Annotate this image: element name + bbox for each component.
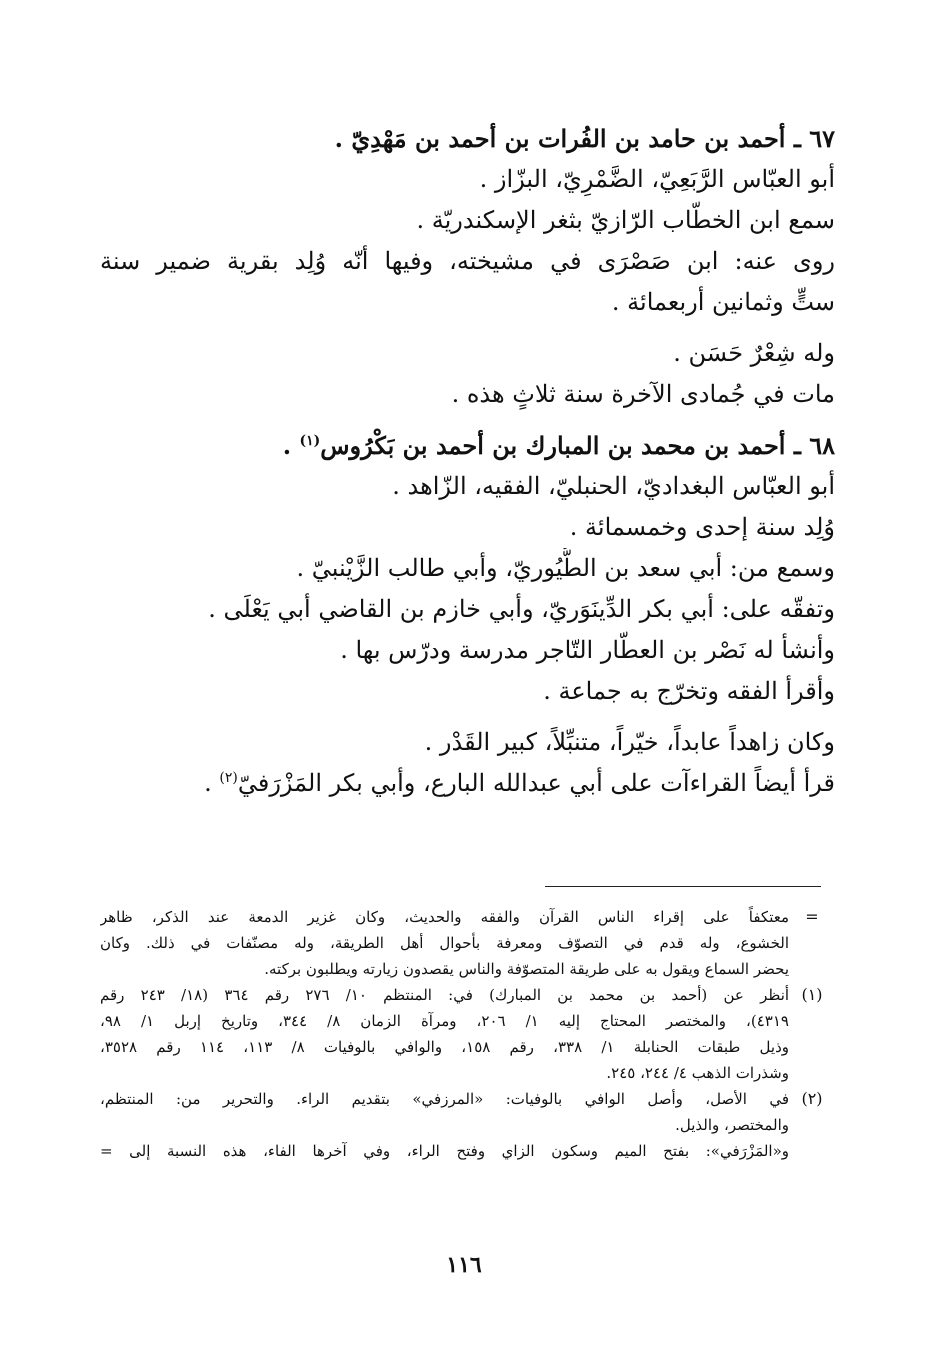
entry-68-line-4: وتفقّه على: أبي بكر الدِّينَوَريّ، وأبي خازم بن القاضي أبي يَعْلَى . xyxy=(208,595,835,623)
footnote-line: الخشوع، وله قدم في التصوّف ومعرفة بأحوال أهل الطريقة، وله مصنّفات في ذلك. وكان xyxy=(100,934,789,952)
paragraph-gap xyxy=(100,415,835,425)
footnote-continued xyxy=(100,904,835,982)
footnote-line: وشذرات الذهب ٤/ ٢٤٤، ٢٤٥. xyxy=(606,1064,789,1082)
footnote-line: والمختصر، والذيل. xyxy=(675,1116,789,1134)
footnote-marker: (١) xyxy=(801,985,823,1004)
paragraph-gap xyxy=(100,323,835,333)
entry-68-line-8-end: . xyxy=(204,769,220,797)
entry-68-line-1: أبو العبّاس البغداديّ، الحنبليّ، الفقيه، الزّاهد . xyxy=(392,472,835,500)
entry-67-line-3: روى عنه: ابن صَصْرَى في مشيخته، وفيها أنّه وُلِد بقرية ضمير سنة xyxy=(100,247,835,275)
footnote-divider xyxy=(545,886,821,887)
entry-68-line-2: وُلِد سنة إحدى وخمسمائة . xyxy=(569,513,835,541)
footnote-ref-2: (٢) xyxy=(219,770,238,786)
footnote-marker: (٢) xyxy=(801,1089,823,1108)
entry-67-line-1: أبو العبّاس الرَّبَعِيّ، الضَّمْرِيّ، البزّاز . xyxy=(479,165,835,193)
footnote-line: و«المَزْرَفي»: بفتح الميم وسكون الزاي وفتح الراء، وفي آخرها الفاء، هذه النسبة إلى = xyxy=(100,1142,789,1160)
entry-68-line-8 xyxy=(100,763,835,804)
paragraph-gap xyxy=(100,712,835,722)
footnotes xyxy=(100,904,835,1164)
entry-67-line-5: وله شِعْرٌ حَسَن . xyxy=(673,339,835,367)
footnote-marker: = xyxy=(805,907,819,926)
entry-68-line-5: وأنشأ له نَصْر بن العطّار التّاجر مدرسة ودرّس بها . xyxy=(340,636,835,664)
footnote-1 xyxy=(100,982,835,1086)
entry-68-line-8-text: قرأ أيضاً القراءآت على أبي عبدالله البارع، وأبي بكر المَزْرَفيّ xyxy=(237,769,835,797)
footnote-line: معتكفاً على إقراء الناس القرآن والفقه والحديث، وكان غزير الدمعة عند الذكر، ظاهر xyxy=(100,908,789,926)
entry-67-line-6: مات في جُمادى الآخرة سنة ثلاثٍ هذه . xyxy=(451,380,835,408)
footnote-ref-1: (١) xyxy=(299,433,321,449)
entry-68-line-6: وأقرأ الفقه وتخرّج به جماعة . xyxy=(543,677,835,705)
footnote-body xyxy=(100,982,789,1086)
footnote-line: ٤٣١٩)، والمختصر المحتاج إليه ١/ ٢٠٦، ومرآة الزمان ٨/ ٣٤٤، وتاريخ إربل ١/ ٩٨، xyxy=(100,1012,789,1030)
footnote-line: أنظر عن (أحمد بن محمد بن المبارك) في: المنتظم ١٠/ ٢٧٦ رقم ٣٦٤ (١٨/ ٢٤٣ رقم xyxy=(100,986,789,1004)
entry-67-title: ٦٧ ـ أحمد بن حامد بن الفُرات بن أحمد بن مَهْدِيّ . xyxy=(334,124,835,153)
entry-68-line-7: وكان زاهداً عابداً، خيّراً، متنبِّلاً، كبير القَدْر . xyxy=(424,728,835,756)
footnote-2 xyxy=(100,1086,835,1164)
footnote-line: يحضر السماع ويقول به على طريقة المتصوّفة والناس يقصدون زيارته ويطلبون بركته. xyxy=(264,960,789,978)
entry-68-title xyxy=(100,425,835,466)
main-text xyxy=(100,118,835,804)
entry-68-line-3: وسمع من: أبي سعد بن الطُّيُوريّ، وأبي طالب الزَّيْنبيّ . xyxy=(296,554,835,582)
page-number: ١١٦ xyxy=(446,1252,482,1278)
entry-68-title-end: . xyxy=(282,431,300,460)
footnote-line: في الأصل، وأصل الوافي بالوفيات: «المرزفي» بتقديم الراء. والتحرير من: المنتظم، xyxy=(100,1090,789,1108)
entry-67-line-4: ستٍّ وثمانين أربعمائة . xyxy=(611,288,835,316)
footnote-body xyxy=(100,1086,789,1164)
footnote-line: وذيل طبقات الحنابلة ١/ ٣٣٨، رقم ١٥٨، والوافي بالوفيات ٨/ ١١٣، ١١٤ رقم ٣٥٢٨، xyxy=(100,1038,789,1056)
entry-68-title-text: ٦٨ ـ أحمد بن محمد بن المبارك بن أحمد بن بَكْرُوس xyxy=(320,431,835,460)
footnote-body xyxy=(100,904,789,982)
entry-67-line-2: سمع ابن الخطّاب الرّازيّ بثغر الإسكندريّة . xyxy=(416,206,835,234)
